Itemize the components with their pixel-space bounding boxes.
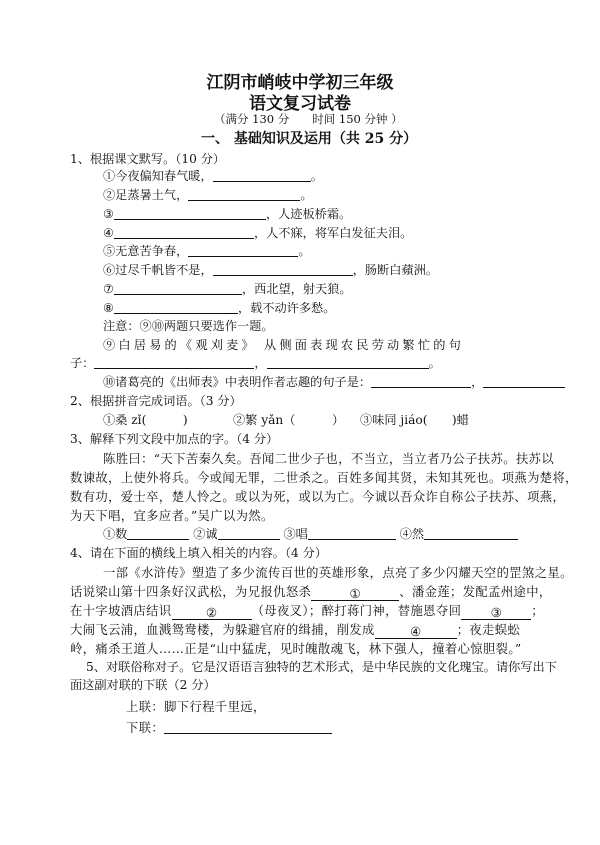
answer-blank[interactable] — [114, 206, 266, 220]
answer-blank[interactable] — [188, 187, 300, 201]
q4-passage-line4 — [70, 620, 520, 639]
answer-blank[interactable] — [308, 526, 396, 540]
q1-line8 — [103, 299, 335, 316]
q4-l3-text: 在十字坡酒店结识 — [70, 604, 172, 618]
q1-line1: ①今夜偏知春气暖， 。 — [103, 169, 323, 183]
q1-line2-text: ②足蒸暑土气， — [103, 188, 189, 202]
q4-l3-mid: （母夜叉）；醉打蒋门神，替施恩夺回 — [251, 604, 462, 618]
comma: ， — [254, 356, 267, 370]
q1-line4-num: ④ — [103, 226, 114, 240]
answer-blank[interactable] — [424, 526, 518, 540]
q4-blank-2[interactable] — [172, 606, 252, 620]
q1-line6 — [103, 261, 438, 278]
q1-line6-tail: ，肠断白蘋洲。 — [352, 263, 438, 277]
q4-blank-1-num: ① — [349, 587, 361, 601]
q1-line9-answer: 子： ， 。 — [70, 356, 441, 370]
q5-prompt: 5、对联俗称对子。它是汉语语言独特的艺术形式，是中华民族的文化瑰宝。请你写出下 — [86, 660, 557, 674]
q1-line7 — [103, 280, 352, 297]
q3-passage-line1: 陈胜曰：“天下苦秦久矣。吾闻二世少子也，不当立，当立者乃公子扶苏。扶苏以 — [103, 452, 555, 466]
q1-line4 — [103, 224, 412, 241]
answer-blank[interactable] — [114, 300, 238, 314]
exam-title: 语文复习试卷 — [249, 94, 351, 114]
q3-a1-label: ①数 — [103, 527, 128, 541]
q3-a3-label: ③唱 — [283, 527, 308, 541]
q1-line4-text: ，人不寐，将军白发征夫泪。 — [253, 226, 413, 240]
section-heading: 一、 基础知识及运用（共 25 分） — [201, 131, 418, 147]
q1-line9-label: 子： — [70, 356, 95, 370]
q3-passage-line2: 数谏故，上使外将兵。今或闻无罪，二世杀之。百姓多闻其贤，未知其死也。项燕为楚将， — [70, 471, 578, 485]
school-title: 江阴市峭岐中学初三年级 — [206, 73, 394, 93]
q2-prompt: 2、根据拼音完成词语。（3 分） — [70, 394, 242, 408]
answer-blank[interactable] — [213, 168, 311, 182]
score-info: （满分 130 分 时间 150 分钟 ） — [214, 112, 403, 126]
q4-blank-2-num: ② — [205, 606, 218, 620]
q5-lower-label: 下联： — [126, 721, 165, 735]
answer-blank[interactable] — [114, 281, 242, 295]
q4-passage-line5: 岭，痛杀王道人……正是“山中猛虎，见时魄散魂飞，林下强人，撞着心惊胆裂。” — [70, 642, 522, 656]
q2-item1[interactable]: ①桑 zǐ( ) — [103, 413, 188, 427]
q4-blank-4-num: ④ — [410, 625, 422, 639]
q2-item3[interactable]: ③味同 jiáo( )蜡 — [360, 413, 469, 427]
q4-blank-3[interactable] — [461, 606, 531, 620]
q3-answers — [103, 525, 518, 542]
q4-passage-line2 — [70, 582, 552, 601]
q2-item2[interactable]: ②繁 yǎn（ ） — [233, 413, 345, 427]
q1-line2: ②足蒸暑土气， 。 — [103, 188, 313, 202]
q4-blank-3-num: ③ — [490, 606, 502, 620]
q1-line8-text: ，载不动许多愁。 — [237, 301, 336, 315]
answer-blank[interactable] — [213, 262, 353, 276]
q4-l3-tail: ； — [531, 604, 544, 618]
q1-line5-text: ⑤无意苦争春， — [103, 244, 189, 258]
q4-l2-text: 话说梁山第十四条好汉武松，为兄报仇怒杀 — [70, 585, 312, 599]
answer-blank[interactable] — [371, 374, 471, 388]
q1-line10 — [103, 373, 565, 390]
q5-upper-couplet: 上联：脚下行程千里远， — [126, 700, 266, 714]
q4-blank-1[interactable] — [311, 587, 399, 601]
q5-prompt-cont: 面这副对联的下联（2 分） — [70, 678, 216, 692]
answer-blank[interactable] — [114, 225, 254, 239]
answer-blank[interactable] — [483, 374, 565, 388]
q4-blank-4[interactable] — [375, 625, 457, 639]
answer-blank[interactable] — [94, 355, 254, 369]
q1-line6-text: ⑥过尽千帆皆不是， — [103, 263, 213, 277]
q1-line9: ⑨白居易的《观刈麦》 从侧面表现农民劳动繁忙的句 — [103, 338, 464, 352]
q5-lower-couplet — [126, 718, 332, 736]
q1-note: 注意：⑨⑩两题只要选作一题。 — [103, 319, 274, 333]
q3-prompt: 3、解释下列文段中加点的字。（4 分） — [70, 432, 279, 446]
q4-l4-text: 大闹飞云浦，血溅鸳鸯楼，为躲避官府的缉捕，削发成 — [70, 623, 375, 637]
q1-prompt: 1、根据课文默写。（10 分） — [70, 152, 226, 166]
q3-passage-line3: 数有功，爱士卒，楚人怜之。或以为死，或以为亡。今诚以吾众诈自称公子扶苏、项燕， — [70, 490, 566, 504]
q1-line5: ⑤无意苦争春， 。 — [103, 244, 311, 258]
q1-line1-text: ①今夜偏知春气暖， — [103, 169, 213, 183]
q4-passage-line1: 一部《水浒传》塑造了多少流传百世的英雄形象，点亮了多少闪耀天空的罡煞之星。 — [103, 566, 573, 580]
comma: ， — [471, 375, 484, 389]
q4-l4-tail: ；夜走蜈蚣 — [456, 623, 521, 637]
answer-blank[interactable] — [164, 720, 332, 734]
q4-passage-line3 — [70, 601, 544, 620]
q1-line3-text: ，人迹板桥霜。 — [265, 207, 352, 221]
q1-line7-num: ⑦ — [103, 282, 114, 296]
q4-prompt: 4、请在下面的横线上填入相关的内容。（4 分） — [70, 546, 328, 560]
q1-line3 — [103, 205, 351, 222]
q1-line10-text: ⑩诸葛亮的《出师表》中表明作者志趣的句子是： — [103, 375, 372, 389]
answer-blank[interactable] — [127, 526, 189, 540]
q3-passage-line4: 为天下唱，宜多应者。”吴广以为然。 — [70, 509, 274, 523]
q3-a2-label: ②诚 — [193, 527, 218, 541]
q4-l2-tail: 、潘金莲；发配孟州途中， — [399, 585, 552, 599]
answer-blank[interactable] — [267, 355, 429, 369]
q1-line8-num: ⑧ — [103, 301, 114, 315]
answer-blank[interactable] — [218, 526, 280, 540]
q3-a4-label: ④然 — [399, 527, 425, 541]
answer-blank[interactable] — [188, 243, 298, 257]
q1-line3-num: ③ — [103, 207, 114, 221]
q1-line7-text: ，西北望，射天狼。 — [241, 282, 352, 296]
